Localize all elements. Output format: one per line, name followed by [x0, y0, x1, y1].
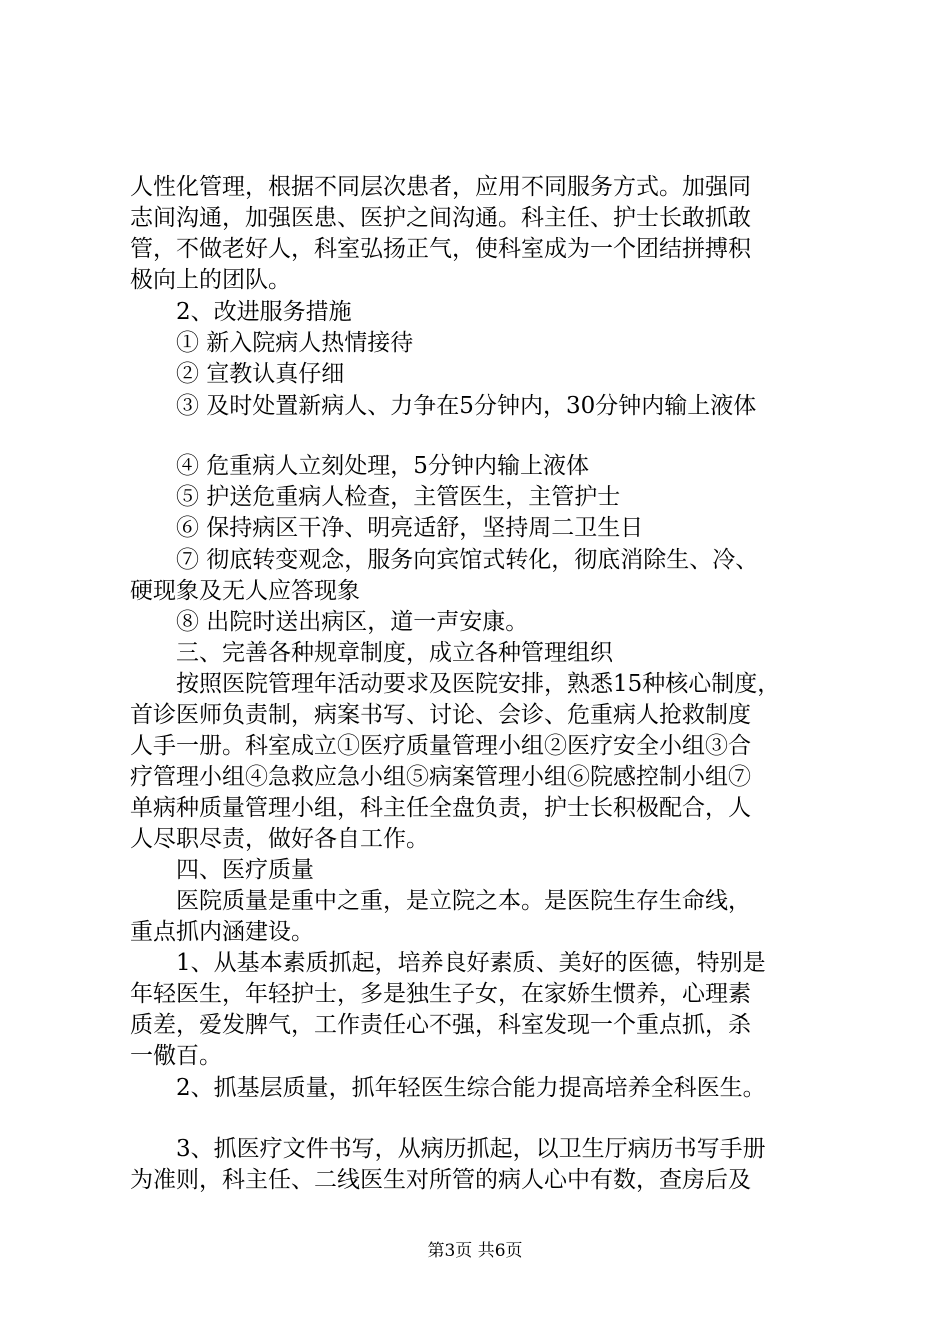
text-line: 一儆百。	[130, 1043, 222, 1069]
text-line: 重点抓内涵建设。	[130, 919, 314, 945]
text-line: 首诊医师负责制，病案书写、讨论、会诊、危重病人抢救制度	[130, 702, 751, 728]
text-line: 志间沟通，加强医患、医护之间沟通。科主任、护士长敢抓敢	[130, 205, 751, 231]
text-line: 为准则，科主任、二线医生对所管的病人心中有数，查房后及	[130, 1167, 751, 1193]
text-line: 疗管理小组④急救应急小组⑤病案管理小组⑥院感控制小组⑦	[130, 764, 751, 790]
list-item: ③ 及时处置新病人、力争在5分钟内，30分钟内输上液体	[130, 393, 757, 419]
text-line: 硬现象及无人应答现象	[130, 578, 360, 604]
list-item: ② 宣教认真仔细	[130, 361, 345, 387]
text-line: 医院质量是重中之重，是立院之本。是医院生存生命线，	[130, 888, 751, 914]
list-item: ④ 危重病人立刻处理，5分钟内输上液体	[130, 453, 589, 479]
text-line: 极向上的团队。	[130, 267, 291, 293]
list-item: ⑧ 出院时送出病区，道一声安康。	[130, 609, 529, 635]
page-footer: 第3页 共6页	[427, 1241, 523, 1261]
text-line: 1、从基本素质抓起，培养良好素质、美好的医德，特别是	[130, 950, 766, 976]
list-item: ⑤ 护送危重病人检查，主管医生，主管护士	[130, 484, 621, 510]
text-line: 管，不做老好人，科室弘扬正气，使科室成为一个团结拼搏积	[130, 236, 751, 262]
list-item: ⑦ 彻底转变观念，服务向宾馆式转化，彻底消除生、冷、	[130, 547, 759, 573]
text-line: 2、抓基层质量，抓年轻医生综合能力提高培养全科医生。	[130, 1075, 766, 1101]
list-item: ⑥ 保持病区干净、明亮适舒，坚持周二卫生日	[130, 515, 644, 541]
section-heading: 2、改进服务措施	[130, 299, 352, 325]
text-line: 人尽职尽责，做好各自工作。	[130, 826, 429, 852]
list-item: ① 新入院病人热情接待	[130, 330, 414, 356]
text-line: 质差，爱发脾气，工作责任心不强，科室发现一个重点抓，杀	[130, 1012, 751, 1038]
text-line: 按照医院管理年活动要求及医院安排，熟悉15种核心制度，	[130, 671, 781, 697]
text-line: 3、抓医疗文件书写，从病历抓起，以卫生厅病历书写手册	[130, 1136, 766, 1162]
text-line: 年轻医生，年轻护士，多是独生子女，在家娇生惯养，心理素	[130, 981, 751, 1007]
text-line: 人手一册。科室成立①医疗质量管理小组②医疗安全小组③合	[130, 733, 751, 759]
section-heading: 三、完善各种规章制度，成立各种管理组织	[130, 640, 613, 666]
text-line: 人性化管理，根据不同层次患者，应用不同服务方式。加强同	[130, 174, 751, 200]
text-line: 单病种质量管理小组，科主任全盘负责，护士长积极配合，人	[130, 795, 751, 821]
section-heading: 四、医疗质量	[130, 857, 314, 883]
